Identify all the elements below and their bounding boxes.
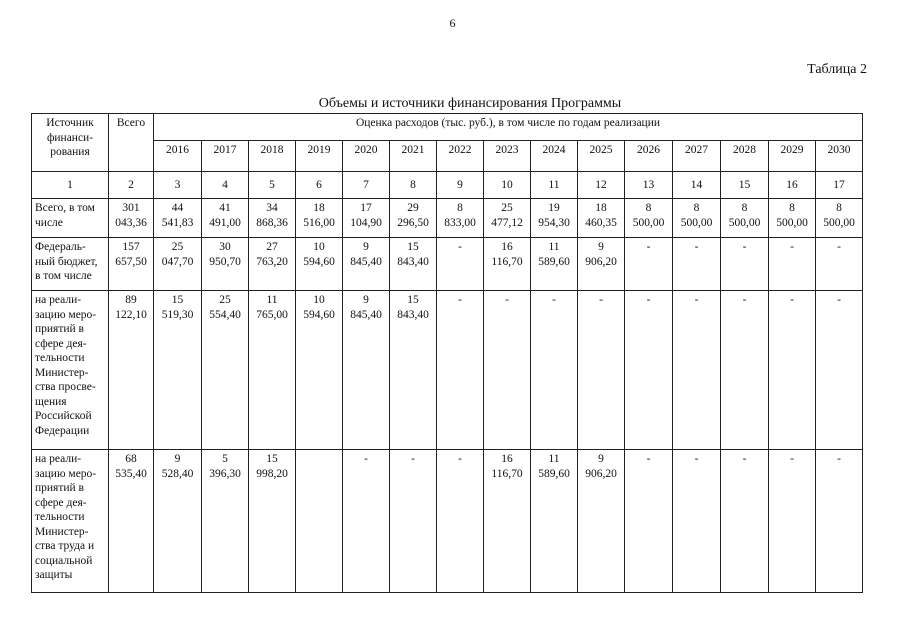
year-header: 2023 [484,141,531,172]
header-estimate: Оценка расходов (тыс. руб.), в том числе по годам реализации [154,114,863,141]
row-label [32,291,109,450]
table-cell: - [625,291,673,450]
table-cell: 9 528,40 [154,450,202,593]
table-cell: - [769,450,816,593]
row-label-text: на реали- зацию меро- приятий в сфере дея- тельности Министер- ства просве- щения Российской Федерации [35,294,97,437]
year-header: 2020 [343,141,390,172]
table-cell: - [625,238,673,291]
year-header: 2026 [625,141,673,172]
year-header: 2017 [202,141,249,172]
header-source: Источник финанси- рования [32,114,109,172]
column-index: 12 [578,172,625,199]
year-header: 2022 [437,141,484,172]
table-cell: - [721,450,769,593]
column-index: 7 [343,172,390,199]
table-cell: - [673,238,721,291]
column-index: 4 [202,172,249,199]
table-cell: 34 868,36 [249,199,296,238]
table-cell: 15 843,40 [390,291,437,450]
column-index: 5 [249,172,296,199]
year-header: 2025 [578,141,625,172]
table-cell: 15 843,40 [390,238,437,291]
table-cell: 8 833,00 [437,199,484,238]
year-header: 2024 [531,141,578,172]
table-cell: 16 116,70 [484,238,531,291]
table-cell: 18 460,35 [578,199,625,238]
table-cell: - [769,238,816,291]
table-cell: - [437,291,484,450]
table-cell: - [484,291,531,450]
row-label-text: Федераль- ный бюджет, в том числе [35,241,98,282]
table-cell: - [390,450,437,593]
table-cell: - [673,450,721,593]
column-index: 10 [484,172,531,199]
table-cell: 41 491,00 [202,199,249,238]
table-number: Таблица 2 [807,62,867,77]
column-index: 1 [32,172,109,199]
table-row [32,291,863,450]
column-index: 2 [109,172,154,199]
column-index: 8 [390,172,437,199]
table-cell: 8 500,00 [721,199,769,238]
row-label [32,238,109,291]
table-cell: - [816,291,863,450]
year-header: 2028 [721,141,769,172]
table-cell: - [437,450,484,593]
table-cell: 8 500,00 [673,199,721,238]
table-cell: 15 998,20 [249,450,296,593]
column-index: 15 [721,172,769,199]
table-cell: 44 541,83 [154,199,202,238]
year-header: 2030 [816,141,863,172]
column-index: 9 [437,172,484,199]
table-cell: - [625,450,673,593]
table-cell: - [816,238,863,291]
table-cell: 89 122,10 [109,291,154,450]
column-index: 13 [625,172,673,199]
table-row [32,199,863,238]
page-number: 6 [449,16,456,30]
table-cell: - [578,291,625,450]
table-cell: 18 516,00 [296,199,343,238]
table-cell: 10 594,60 [296,291,343,450]
financing-table [31,113,863,593]
table-cell: 16 116,70 [484,450,531,593]
table-cell: 10 594,60 [296,238,343,291]
table-cell: - [769,291,816,450]
column-index: 3 [154,172,202,199]
table-cell: 301 043,36 [109,199,154,238]
table-cell: 157 657,50 [109,238,154,291]
table-cell: 17 104,90 [343,199,390,238]
years-row [32,141,863,172]
table-cell: - [721,291,769,450]
year-header: 2016 [154,141,202,172]
table-cell: 11 589,60 [531,238,578,291]
table-cell: 8 500,00 [625,199,673,238]
year-header: 2027 [673,141,721,172]
table-cell: 29 296,50 [390,199,437,238]
table-cell: 27 763,20 [249,238,296,291]
table-cell: 8 500,00 [816,199,863,238]
header-total: Всего [109,114,154,172]
index-row [32,172,863,199]
year-header: 2029 [769,141,816,172]
table-cell: - [531,291,578,450]
table-cell: 25 477,12 [484,199,531,238]
table-cell: 8 500,00 [769,199,816,238]
column-index: 14 [673,172,721,199]
table-cell: 11 589,60 [531,450,578,593]
column-index: 16 [769,172,816,199]
table-cell: - [437,238,484,291]
table-cell: 9 845,40 [343,238,390,291]
table-row [32,238,863,291]
table-cell: 9 906,20 [578,238,625,291]
table-cell: - [343,450,390,593]
row-label [32,450,109,593]
table-cell: 30 950,70 [202,238,249,291]
table-row [32,450,863,593]
table-cell: - [721,238,769,291]
year-header: 2019 [296,141,343,172]
table-cell: 25 554,40 [202,291,249,450]
table-cell: 5 396,30 [202,450,249,593]
table-cell: 68 535,40 [109,450,154,593]
table-cell: 19 954,30 [531,199,578,238]
year-header: 2021 [390,141,437,172]
table-cell: 15 519,30 [154,291,202,450]
table-cell [296,450,343,593]
column-index: 11 [531,172,578,199]
table-cell: - [816,450,863,593]
table-cell: - [673,291,721,450]
row-label-text: на реали- зацию меро- приятий в сфере дея- тельности Министер- ства труда и социальной защиты [35,453,97,581]
year-header: 2018 [249,141,296,172]
table-title: Объемы и источники финансирования Программы [318,96,622,111]
table-cell: 25 047,70 [154,238,202,291]
table-cell: 9 906,20 [578,450,625,593]
column-index: 6 [296,172,343,199]
row-label-text: Всего, в том числе [35,202,95,229]
row-label [32,199,109,238]
column-index: 17 [816,172,863,199]
table-cell: 11 765,00 [249,291,296,450]
header-row [32,114,863,141]
table-cell: 9 845,40 [343,291,390,450]
